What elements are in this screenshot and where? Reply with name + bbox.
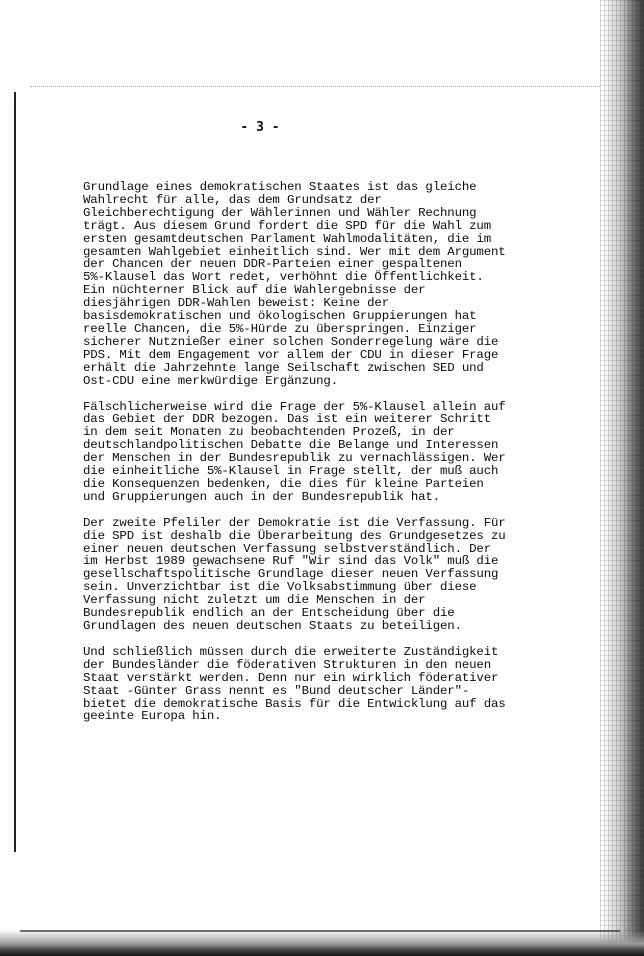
text-line: Grundlagen des neuen deutschen Staats zu beteiligen. [83, 619, 462, 633]
text-line: bietet die demokratische Basis für die Entwicklung auf das [83, 696, 506, 711]
paragraph [83, 181, 623, 388]
text-line: der Chancen der neuen DDR-Parteien einer gespaltenen [83, 257, 462, 272]
text-line: Staat verstärkt werden. Denn nur ein wirklich föderativer [83, 670, 499, 685]
text-line: PDS. Mit dem Engagement vor allem der CDU in dieser Frage [83, 347, 499, 362]
scan-bottom-line [20, 930, 620, 932]
text-line: in dem seit Monaten zu beobachtenden Prozeß, in der [83, 425, 455, 440]
text-line: reelle Chancen, die 5%-Hürde zu überspringen. Einziger [83, 321, 477, 336]
text-line: basisdemokratischen und ökologischen Gruppierungen hat [83, 309, 477, 324]
text-line: Gleichberechtigung der Wählerinnen und Wähler Rechnung [83, 205, 477, 220]
scan-edge-left [14, 92, 16, 852]
text-line: Und schließlich müssen durch die erweiterte Zuständigkeit [83, 644, 499, 659]
text-line: Wahlrecht für alle, das dem Grundsatz der [83, 192, 382, 207]
scan-margin [0, 0, 30, 100]
body-text [83, 181, 623, 736]
text-line: sicherer Nutznießer einer solchen Sonderregelung wäre die [83, 334, 499, 349]
text-line: erhält die Jahrzehnte lange Seilschaft zwischen SED und [83, 360, 484, 375]
text-line: die SPD ist deshalb die Überarbeitung des Grundgesetzes zu [83, 528, 506, 543]
text-line: deutschlandpolitischen Debatte die Belange und Interessen [83, 438, 499, 453]
text-line: Bundesrepublik endlich an der Entscheidung über die [83, 606, 455, 621]
text-line: Staat -Günter Grass nennt es "Bund deutscher Länder"- [83, 683, 470, 698]
text-line: die einheitliche 5%-Klausel in Frage stellt, der muß auch [83, 464, 499, 479]
text-line: trägt. Aus diesem Grund fordert die SPD für die Wahl zum [83, 218, 491, 233]
text-line: diesjährigen DDR-Wahlen beweist: Keine der [83, 296, 389, 311]
text-line: das Gebiet der DDR bezogen. Das ist ein weiterer Schritt [83, 412, 491, 427]
text-line: Fälschlicherweise wird die Frage der 5%-Klausel allein auf [83, 399, 506, 414]
text-line: Der zweite Pfeliler der Demokratie ist die Verfassung. Für [83, 515, 506, 530]
page-number: - 3 - [240, 120, 280, 135]
text-line: geeinte Europa hin. [83, 709, 222, 724]
text-line: die Konsequenzen bedenken, die dies für kleine Parteien [83, 476, 484, 491]
text-line: gesellschaftspolitische Grundlage dieser neuen Verfassung [83, 567, 499, 582]
text-line: 5%-Klausel das Wort redet, verhöhnt die Öffentlichkeit. [83, 270, 484, 285]
text-line: und Gruppierungen auch in der Bundesrepublik hat. [83, 489, 440, 504]
text-line: Grundlage eines demokratischen Staates ist das gleiche [83, 180, 477, 194]
text-line: sein. Unverzichtbar ist die Volksabstimmung über diese [83, 580, 477, 595]
scan-top-rule [30, 86, 600, 88]
text-line: Ost-CDU eine merkwürdige Ergänzung. [83, 373, 338, 388]
text-line: der Menschen in der Bundesrepublik zu vernachlässigen. Wer [83, 451, 506, 466]
scan-edge-bottom [0, 930, 644, 956]
text-line: Verfassung nicht zuletzt um die Menschen in der [83, 593, 426, 608]
paragraph [83, 646, 623, 723]
paragraph [83, 401, 623, 504]
text-line: ersten gesamtdeutschen Parlament Wahlmodalitäten, die im [83, 231, 491, 246]
text-line: Ein nüchterner Blick auf die Wahlergebnisse der [83, 283, 426, 298]
paragraph [83, 517, 623, 633]
text-line: der Bundesländer die föderativen Strukturen in den neuen [83, 657, 491, 672]
text-line: einer neuen deutschen Verfassung selbstverständlich. Der [83, 541, 491, 556]
text-line: im Herbst 1989 gewachsene Ruf "Wir sind das Volk" muß die [83, 554, 499, 569]
text-line: gesamten Wahlgebiet einheitlich sind. Wer mit dem Argument [83, 244, 506, 259]
